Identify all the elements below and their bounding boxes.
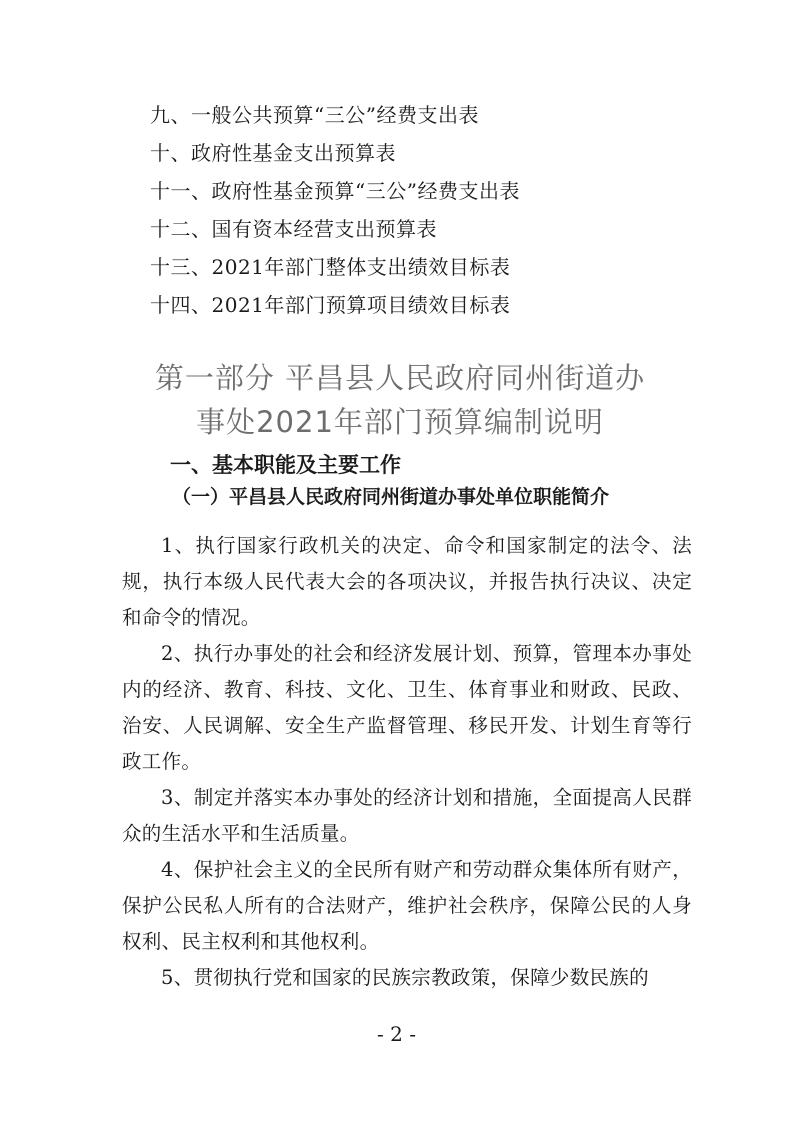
paragraph: 4、保护社会主义的全民所有财产和劳动群众集体所有财产，保护公民私人所有的合法财产，维护社会秩序，保障公民的人身权利、民主权利和其他权利。 [122,858,692,953]
table-of-contents [150,96,520,324]
paragraph: 2、执行办事处的社会和经济发展计划、预算，管理本办事处内的经济、教育、科技、文化、卫生、体育事业和财政、民政、治安、人民调解、安全生产监督管理、移民开发、计划生育等行政工作。 [122,642,692,773]
body-text [122,528,692,996]
toc-item: 十二、国有资本经营支出预算表 [150,217,437,241]
section-heading: 一、基本职能及主要工作 [170,453,401,477]
part-title-line-2: 事处2021年部门预算编制说明 [196,405,604,439]
toc-item: 十四、2021年部门预算项目绩效目标表 [150,293,511,317]
subsection-heading: （一）平昌县人民政府同州街道办事处单位职能简介 [172,486,610,508]
part-title [100,356,700,444]
paragraph: 3、制定并落实本办事处的经济计划和措施，全面提高人民群众的生活水平和生活质量。 [122,786,692,845]
toc-item: 九、一般公共预算“三公”经费支出表 [150,103,479,127]
toc-item: 十一、政府性基金预算“三公”经费支出表 [150,179,520,203]
toc-item: 十三、2021年部门整体支出绩效目标表 [150,255,511,279]
paragraph: 1、执行国家行政机关的决定、命令和国家制定的法令、法规，执行本级人民代表大会的各项决议，并报告执行决议、决定和命令的情况。 [122,534,692,629]
page-number: - 2 - [377,1022,416,1046]
part-title-line-1: 第一部分 平昌县人民政府同州街道办 [154,361,646,395]
paragraph: 5、贯彻执行党和国家的民族宗教政策，保障少数民族的 [161,966,649,989]
toc-item: 十、政府性基金支出预算表 [150,141,396,165]
